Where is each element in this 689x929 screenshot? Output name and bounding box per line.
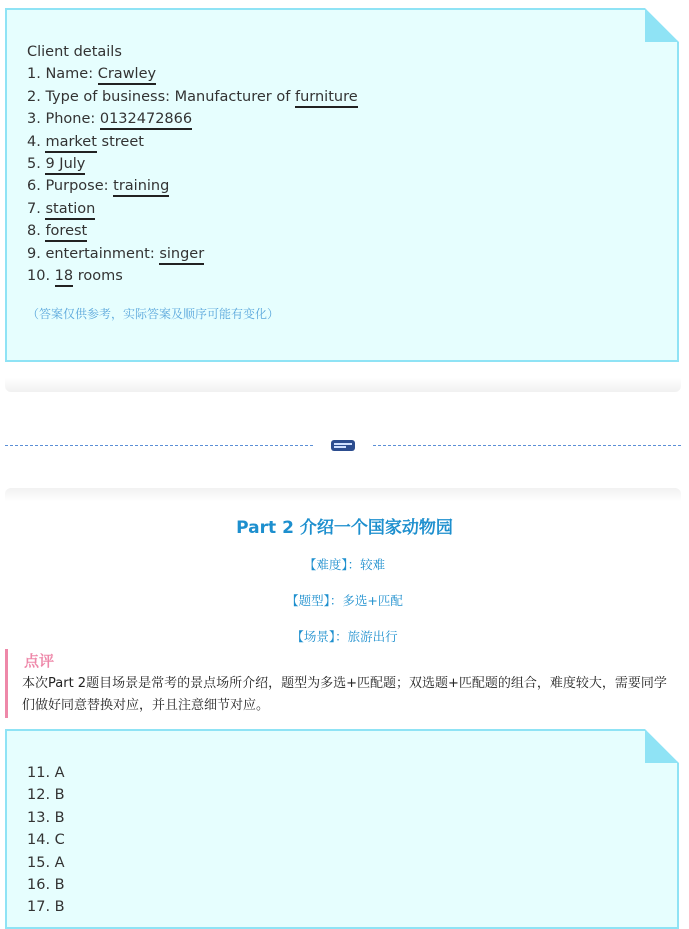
answer-suffix: street — [96, 133, 144, 150]
answer-prefix: 10. — [27, 267, 55, 284]
section-divider-right — [373, 445, 681, 446]
part2-difficulty: 【难度】：较难 — [303, 557, 386, 572]
answer-prefix: 5. — [27, 155, 46, 172]
answer-word: training — [113, 178, 169, 197]
answer-line — [27, 131, 358, 153]
card2-body — [27, 762, 65, 919]
section-divider-left — [5, 445, 313, 446]
answer-line: 16. B — [27, 876, 65, 893]
part2-title: Part 2 介绍一个国家动物园 — [236, 518, 453, 538]
answer-prefix: 4. — [27, 133, 46, 150]
answer-line — [27, 265, 358, 287]
answer-line — [27, 63, 358, 85]
answer-line — [27, 175, 358, 197]
review-block — [5, 649, 681, 718]
answer-prefix: 1. Name: — [27, 66, 98, 83]
answer-line: 11. A — [27, 765, 65, 781]
answer-suffix: rooms — [73, 267, 123, 284]
answer-card-part2 — [5, 729, 679, 929]
answer-disclaimer: （答案仅供参考，实际答案及顺序可能有变化） — [27, 307, 280, 322]
review-title: 点评 — [24, 652, 55, 670]
answer-word: 9 July — [45, 156, 85, 175]
answer-prefix: 8. — [27, 223, 46, 240]
review-text: 本次Part 2题目场景是常考的景点场所介绍，题型为多选+匹配题；双选题+匹配题的组合，难度较大，需要同学们做好同意替换对应，并且注意细节对应。 — [22, 676, 667, 713]
answer-line: 15. A — [27, 854, 65, 871]
page-fold-icon — [645, 729, 679, 763]
answer-prefix: 9. entertainment: — [27, 245, 160, 262]
answer-word: forest — [45, 223, 87, 242]
answer-line: 13. B — [27, 809, 65, 826]
answer-word: furniture — [295, 89, 358, 108]
answer-word: station — [45, 201, 95, 220]
answer-word: market — [45, 134, 96, 153]
answer-word: 0132472866 — [100, 111, 192, 130]
answer-line — [27, 198, 358, 220]
answer-line — [27, 153, 358, 175]
card1-answer-list — [27, 63, 358, 287]
answer-word: Crawley — [98, 66, 156, 85]
card2-answer-list — [27, 762, 65, 919]
page-fold-icon — [645, 8, 679, 42]
answer-line: 17. B — [27, 899, 65, 916]
card1-heading: Client details — [27, 44, 122, 60]
answer-prefix: 3. Phone: — [27, 111, 100, 128]
brand-logo-icon — [331, 440, 355, 451]
card-shadow — [5, 378, 681, 392]
answer-line: 12. B — [27, 787, 65, 804]
card1-body — [27, 41, 358, 322]
answer-prefix: 2. Type of business: Manufacturer of — [27, 88, 295, 105]
answer-line — [27, 243, 358, 265]
answer-card-part1 — [5, 8, 679, 362]
answer-prefix: 6. Purpose: — [27, 178, 114, 195]
part2-question-type: 【题型】：多选+匹配 — [286, 593, 403, 608]
answer-line — [27, 108, 358, 130]
answer-line: 14. C — [27, 832, 65, 849]
card-shadow — [5, 488, 681, 502]
answer-prefix: 7. — [27, 200, 46, 217]
answer-line — [27, 86, 358, 108]
answer-word: 18 — [55, 268, 73, 287]
part2-scene: 【场景】：旅游出行 — [291, 629, 398, 644]
answer-word: singer — [159, 246, 204, 265]
answer-line — [27, 220, 358, 242]
